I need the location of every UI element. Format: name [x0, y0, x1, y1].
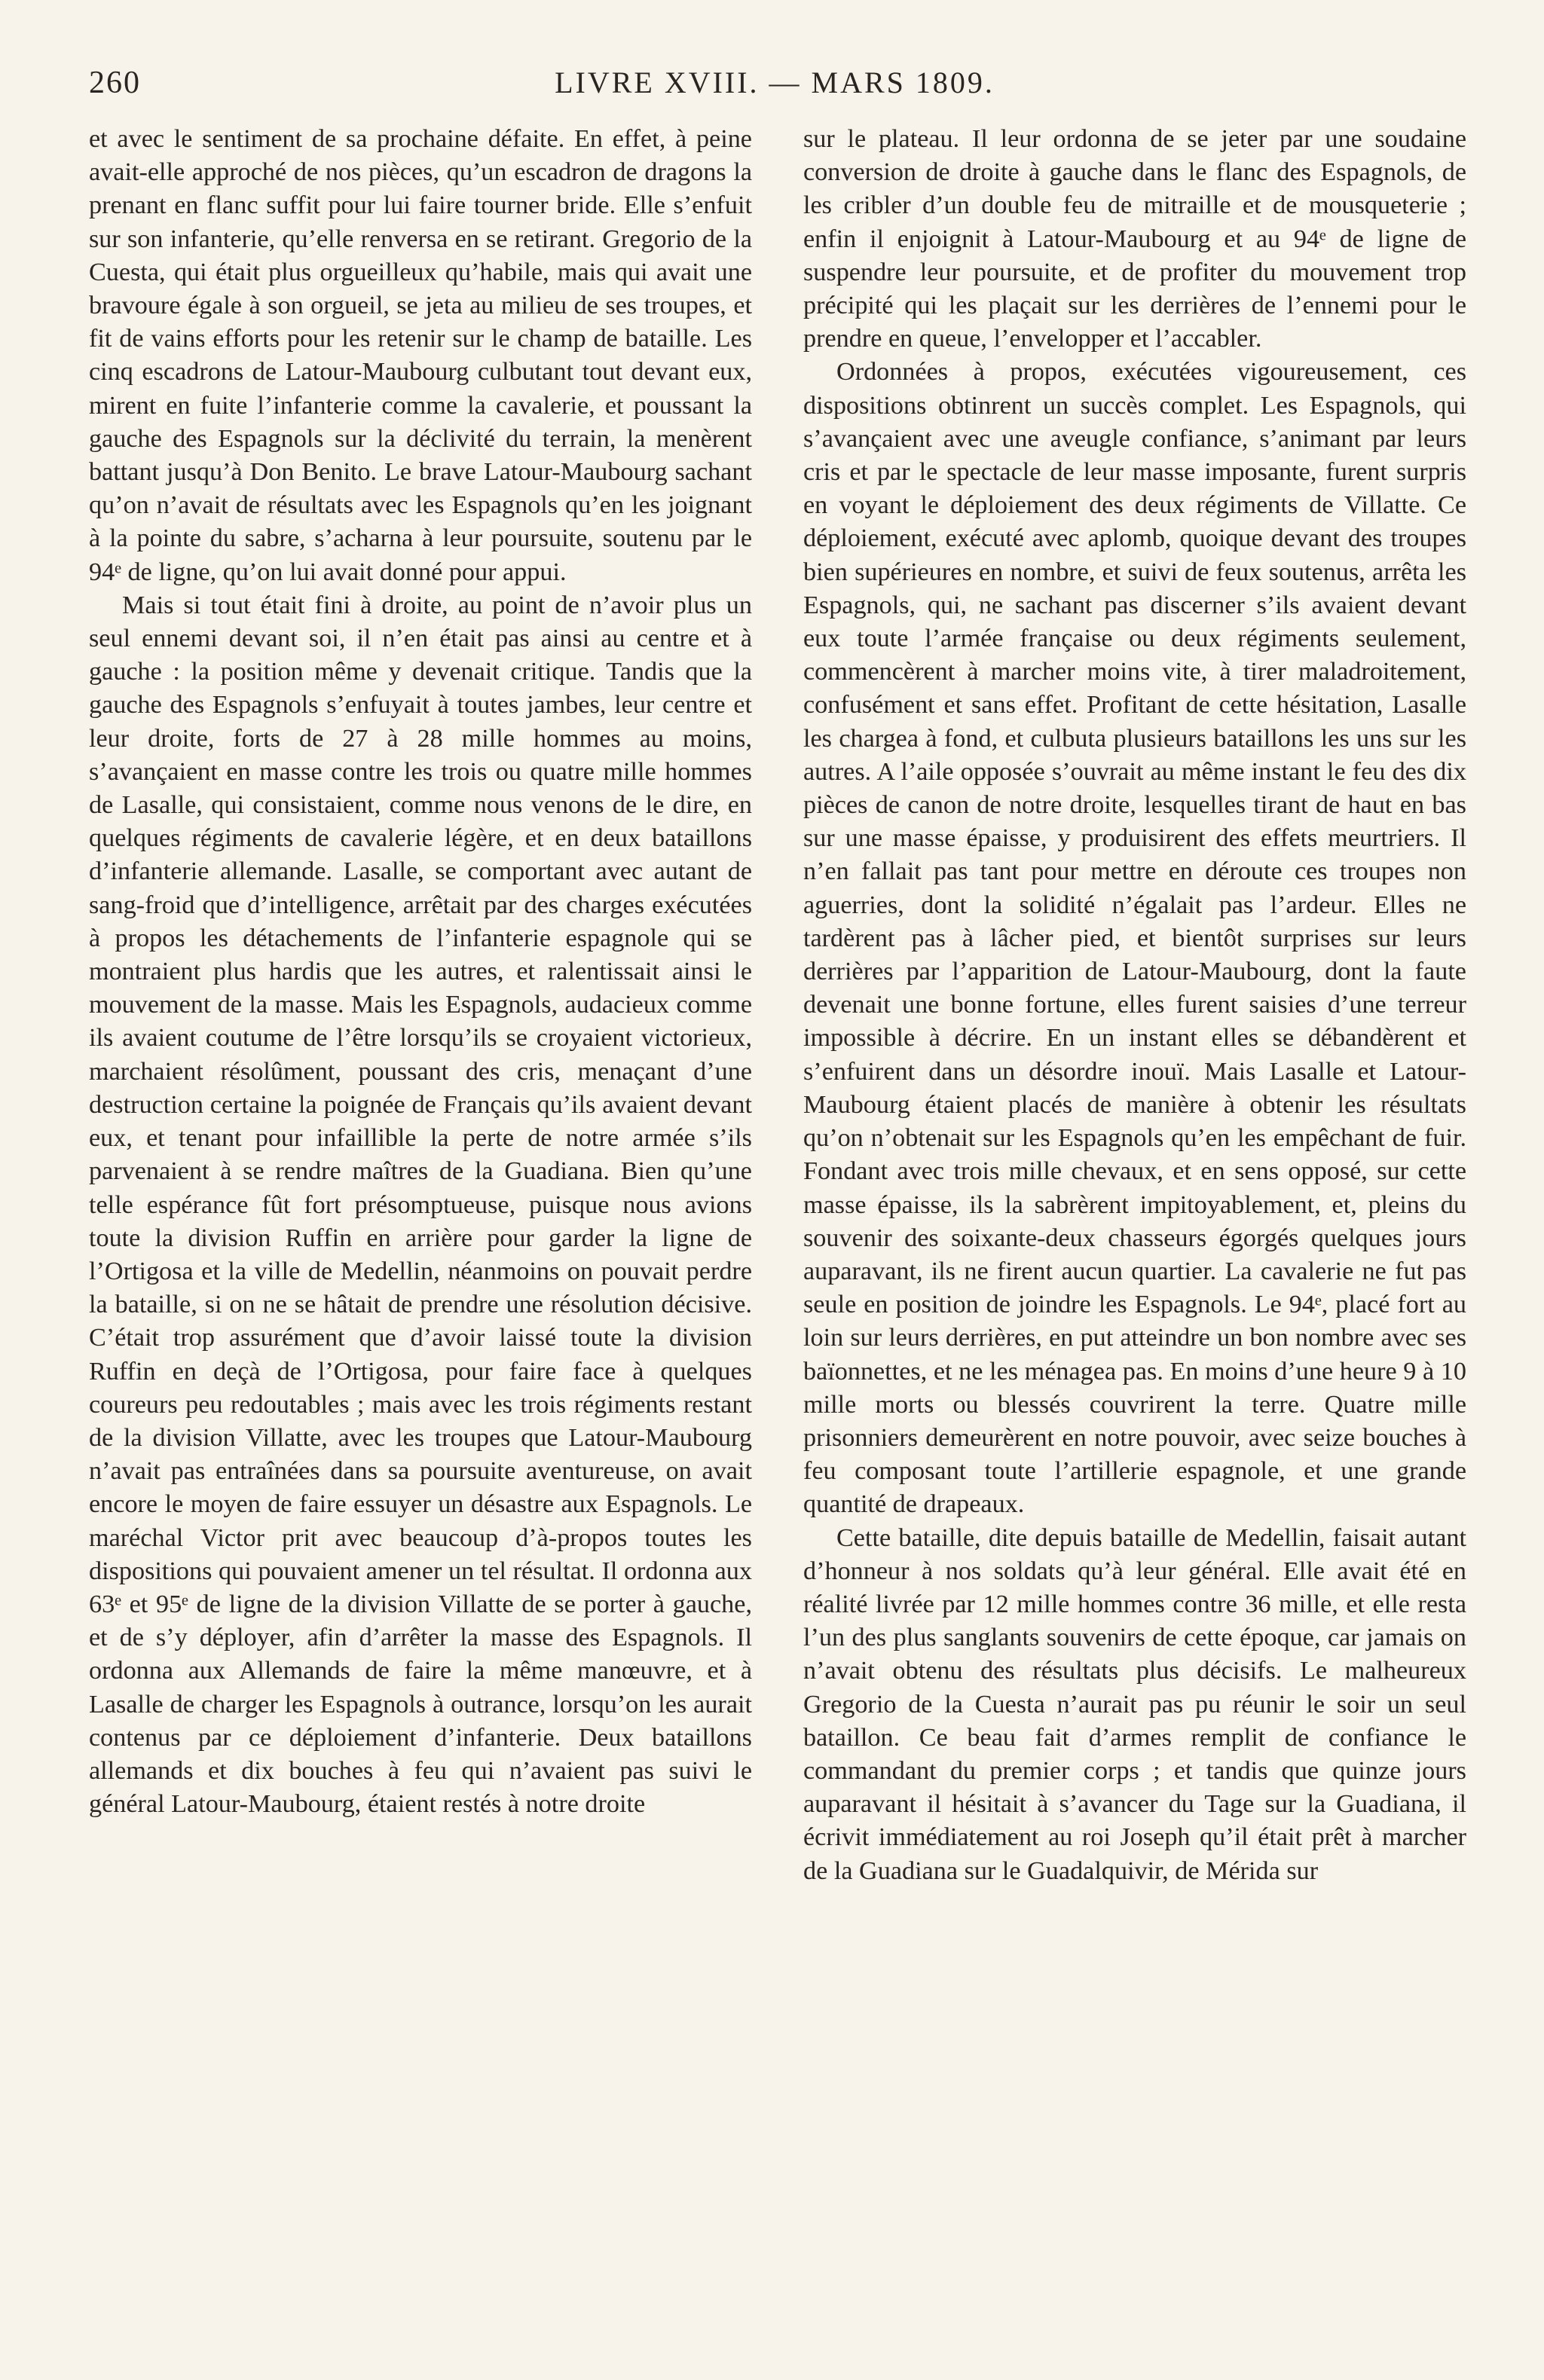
- text-column-left: [89, 123, 752, 2300]
- paragraph: Mais si tout était fini à droite, au point de n’avoir plus un seul ennemi devant soi, il n’en était pas ainsi au centre et à gauche : la position même y devenait critique. Tandis que la gauche des Espagnols s’enfuyait à toutes jambes, leur centre et leur droite, forts de 27 à 28 mille hommes au moins, s’avançaient en masse contre les trois ou quatre mille hommes de Lasalle, qui consistaient, comme nous venons de le dire, en quelques régiments de cavalerie légère, et en deux bataillons d’infanterie allemande. Lasalle, se comportant avec autant de sang-froid que d’intelligence, arrêtait par des charges exécutées à propos les détachements de l’infanterie espagnole qui se montraient plus hardis que les autres, et ralentissait ainsi le mouvement de la masse. Mais les Espagnols, audacieux comme ils avaient coutume de l’être lorsqu’ils se croyaient victorieux, marchaient résolûment, poussant des cris, menaçant d’une destruction certaine la poignée de Français qu’ils avaient devant eux, et tenant pour infaillible la perte de notre armée s’ils parvenaient à se rendre maîtres de la Guadiana. Bien qu’une telle espérance fût fort présomptueuse, puisque nous avions toute la division Ruffin en arrière pour garder la ligne de l’Ortigosa et la ville de Medellin, néanmoins on pouvait perdre la bataille, si on ne se hâtait de prendre une résolution décisive. C’était trop assurément que d’avoir laissé toute la division Ruffin en deçà de l’Ortigosa, pour faire face à quelques coureurs peu redoutables ; mais avec les trois régiments restant de la division Villatte, avec les troupes que Latour-Maubourg n’avait pas entraînées dans sa poursuite aventureuse, on avait encore le moyen de faire essuyer un désastre aux Espagnols. Le maréchal Victor prit avec beaucoup d’à-propos toutes les dispositions qui pouvaient amener un tel résultat. Il ordonna aux 63ᵉ et 95ᵉ de ligne de la division Villatte de se porter à gauche, et de s’y déployer, afin d’arrêter la masse des Espagnols. Il ordonna aux Allemands de faire la même manœuvre, et à Lasalle de charger les Espagnols à outrance, lorsqu’on les aurait contenus par ce déploiement d’infanterie. Deux bataillons allemands et dix bouches à feu qui n’avaient pas suivi le général Latour-Maubourg, étaient restés à notre droite: [89, 591, 752, 1819]
- running-head: [89, 65, 1460, 110]
- paragraph: et avec le sentiment de sa prochaine défaite. En effet, à peine avait-elle approché de nos pièces, qu’un escadron de dragons la prenant en flanc suffit pour lui faire tourner bride. Elle s’enfuit sur son infanterie, qu’elle renversa en se retirant. Gregorio de la Cuesta, qui était plus orgueilleux qu’habile, mais qui avait une bravoure égale à son orgueil, se jeta au milieu de ses troupes, et fit de vains efforts pour les retenir sur le champ de bataille. Les cinq escadrons de Latour-Maubourg culbutant tout devant eux, mirent en fuite l’infanterie comme la cavalerie, et poussant la gauche des Espagnols sur la déclivité du terrain, la menèrent battant jusqu’à Don Benito. Le brave Latour-Maubourg sachant qu’on n’avait de résultats avec les Espagnols qu’en les joignant à la pointe du sabre, s’acharna à leur poursuite, soutenu par le 94ᵉ de ligne, qu’on lui avait donné pour appui.: [89, 125, 752, 586]
- paragraph: Cette bataille, dite depuis bataille de Medellin, faisait autant d’honneur à nos soldats qu’à leur général. Elle avait été en réalité livrée par 12 mille hommes contre 36 mille, et elle resta l’un des plus sanglants souvenirs de cette époque, car jamais on n’avait obtenu des résultats plus décisifs. Le malheureux Gregorio de la Cuesta n’aurait pas pu réunir le soir un seul bataillon. Ce beau fait d’armes remplit de confiance le commandant du premier corps ; et tandis que quinze jours auparavant il hésitait à s’avancer du Tage sur la Guadiana, il écrivit immédiatement au roi Joseph qu’il était prêt à marcher de la Guadiana sur le Guadalquivir, de Mérida sur: [803, 1523, 1466, 1885]
- text-column-right: [803, 123, 1466, 2300]
- paragraph: sur le plateau. Il leur ordonna de se jeter par une soudaine conversion de droite à gauche dans le flanc des Espagnols, de les cribler d’un double feu de mitraille et de mousqueterie ; enfin il enjoignit à Latour-Maubourg et au 94ᵉ de ligne de suspendre leur poursuite, et de profiter du mouvement trop précipité qui les plaçait sur les derrières de l’ennemi pour le prendre en queue, l’envelopper et l’accabler.: [803, 125, 1466, 353]
- page-number: 260: [89, 66, 141, 100]
- running-title: LIVRE XVIII. — MARS 1809.: [555, 66, 995, 99]
- paragraph: Ordonnées à propos, exécutées vigoureusement, ces dispositions obtinrent un succès complet. Les Espagnols, qui s’avançaient avec une aveugle confiance, s’animant par leurs cris et par le spectacle de leur masse imposante, furent surpris en voyant le déploiement des deux régiments de Villatte. Ce déploiement, exécuté avec aplomb, quoique devant des troupes bien supérieures en nombre, et suivi de feux soutenus, arrêta les Espagnols, qui, ne sachant pas discerner s’ils avaient devant eux toute l’armée française ou deux régiments seulement, commencèrent à marcher moins vite, à tirer maladroitement, confusément et sans effet. Profitant de cette hésitation, Lasalle les chargea à fond, et culbuta plusieurs bataillons les uns sur les autres. A l’aile opposée s’ouvrait au même instant le feu des dix pièces de canon de notre droite, lesquelles tirant de haut en bas sur une masse épaisse, y produisirent des effets meurtriers. Il n’en fallait pas tant pour mettre en déroute ces troupes non aguerries, dont la solidité n’égalait pas l’ardeur. Elles ne tardèrent pas à lâcher pied, et bientôt surprises sur leurs derrières par l’apparition de Latour-Maubourg, dont la faute devenait une bonne fortune, elles furent saisies d’une terreur impossible à décrire. En un instant elles se débandèrent et s’enfuirent dans un désordre inouï. Mais Lasalle et Latour-Maubourg étaient placés de manière à obtenir les résultats qu’on n’obtenait sur les Espagnols qu’en les empêchant de fuir. Fondant avec trois mille chevaux, et en sens opposé, sur cette masse épaisse, ils la sabrèrent impitoyablement, et, pleins du souvenir des soixante-deux chasseurs égorgés quelques jours auparavant, ils ne firent aucun quartier. La cavalerie ne fut pas seule en position de joindre les Espagnols. Le 94ᵉ, placé fort au loin sur leurs derrières, en put atteindre un bon nombre avec ses baïonnettes, et ne les ménagea pas. En moins d’une heure 9 à 10 mille morts ou blessés couvrirent la terre. Quatre mille prisonniers demeurèrent en notre pouvoir, avec seize bouches à feu composant toute l’artillerie espagnole, et une grande quantité de drapeaux.: [803, 358, 1466, 1519]
